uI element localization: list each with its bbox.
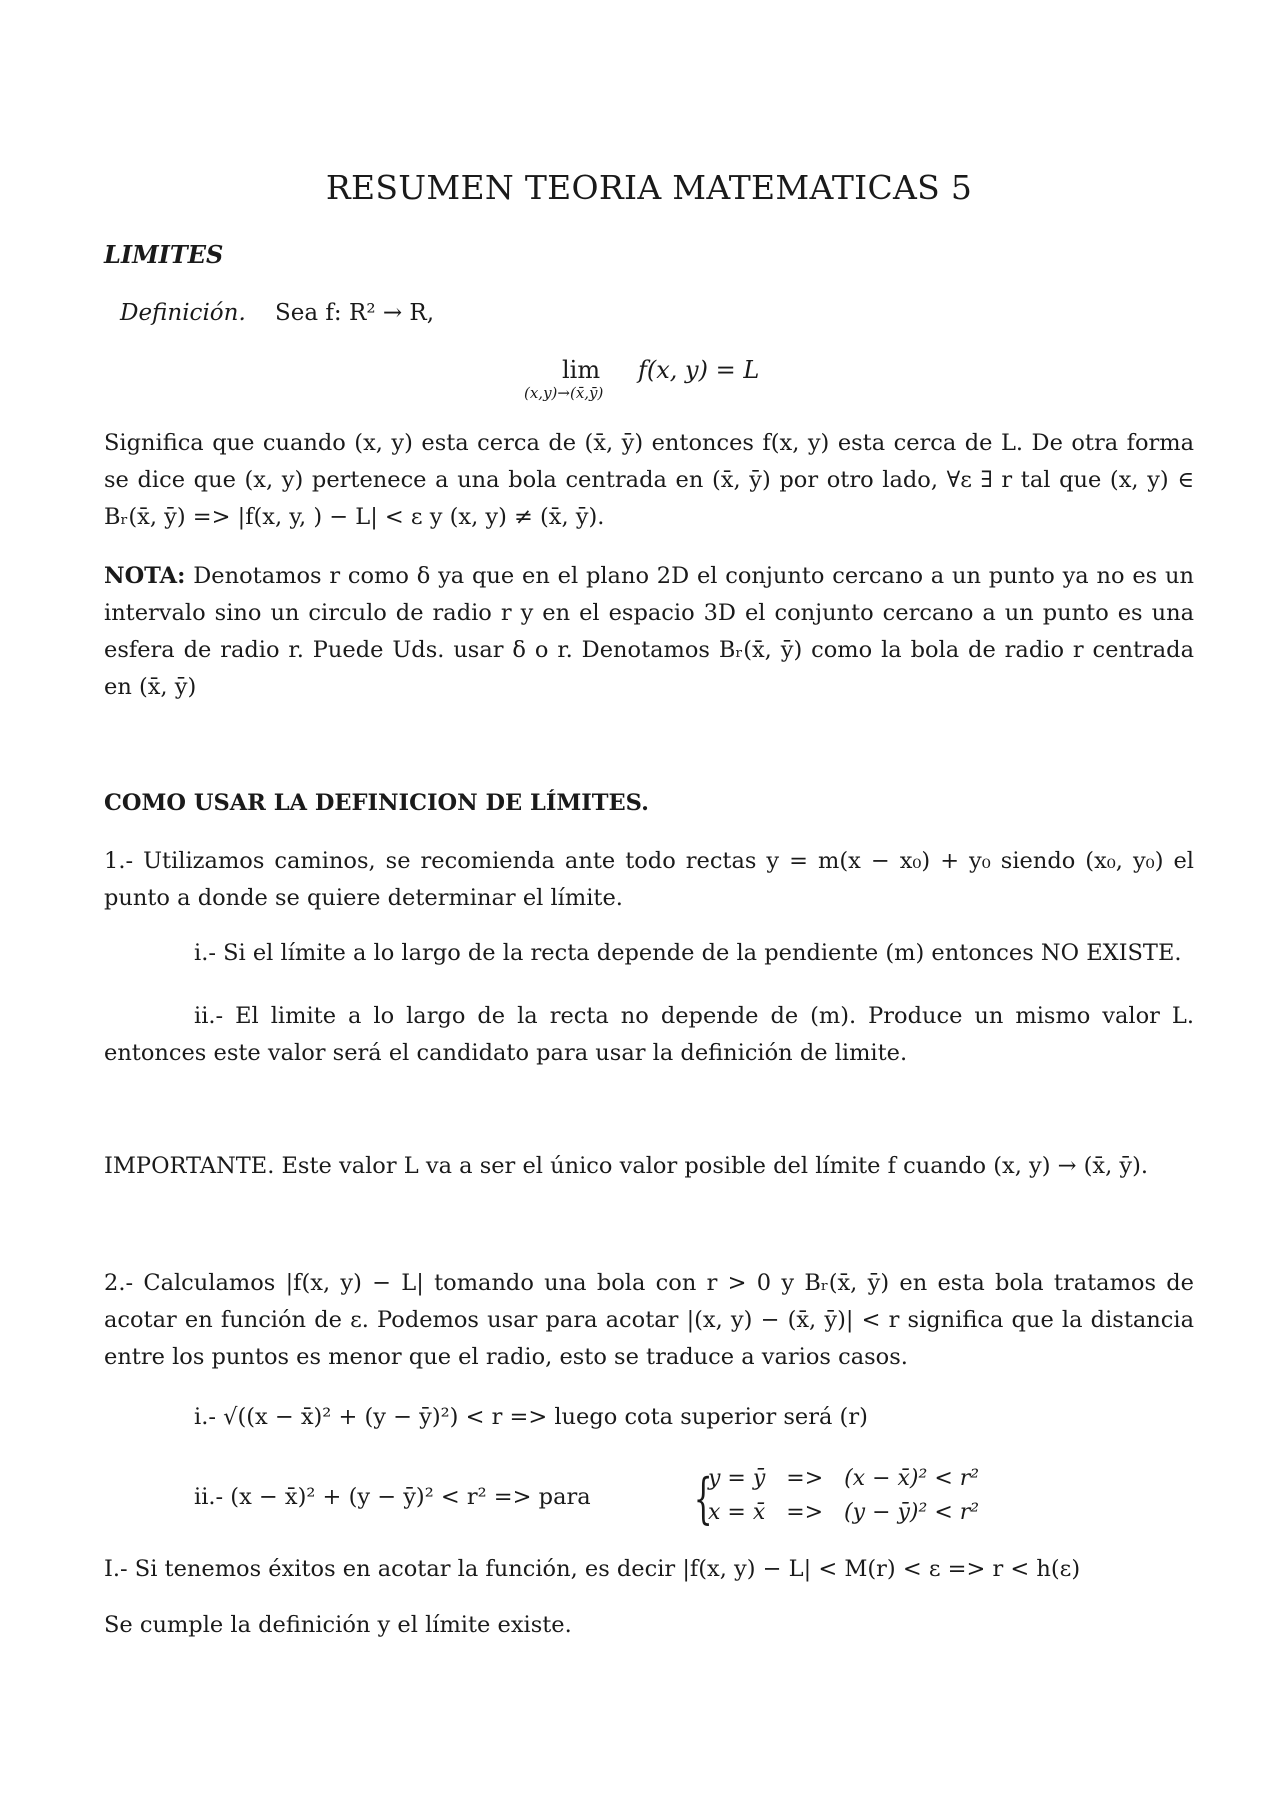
importante-paragraph: IMPORTANTE. Este valor L va a ser el único valor posible del límite f cuando (x, y) → (x̄, ȳ).: [104, 1153, 1149, 1179]
case-ii-row-2: x = x̄ => (y − ȳ)² < r²: [708, 1500, 980, 1525]
conclusion-line: Se cumple la definición y el límite existe.: [104, 1612, 572, 1638]
case-ii-lhs: ii.- (x − x̄)² + (y − ȳ)² < r² => para: [194, 1484, 591, 1510]
definition-label: Definición.: [120, 300, 246, 326]
paragraph-definition-meaning: Significa que cuando (x, y) esta cerca de (x̄, ȳ) entonces f(x, y) esta cerca de L. De otra forma se dice que (x, y) pertenece a una bola centrada en (x̄, ȳ) por otro lado, ∀ε ∃ r tal que (x, y) ∈ Bᵣ(x̄, ȳ) => |f(x, y, ) − L| < ε y (x, y) ≠ (x̄, ȳ).: [104, 430, 1194, 530]
limit-formula: [524, 356, 884, 416]
case-i: i.- √((x − x̄)² + (y − ȳ)²) < r => luego cota superior será (r): [194, 1404, 868, 1430]
nota-text: Denotamos r como δ ya que en el plano 2D el conjunto cercano a un punto ya no es un intervalo sino un circulo de radio r y en el espacio 3D el conjunto cercano a un punto es una esfera de radio r. Puede Uds. usar δ o r. Denotamos Bᵣ(x̄, ȳ) como la bola de radio r centrada en (x̄, ȳ): [104, 563, 1194, 700]
step-1-item-ii: ii.- El limite a lo largo de la recta no depende de (m). Produce un mismo valor L. entonces este valor será el candidato para usar la definición de limite.: [104, 1003, 1194, 1066]
step-1-item-i: i.- Si el límite a lo largo de la recta depende de la pendiente (m) entonces NO EXISTE.: [194, 940, 1182, 966]
nota-label: NOTA:: [104, 563, 186, 589]
case-ii: [194, 1464, 1094, 1534]
step-2-paragraph: 2.- Calculamos |f(x, y) − L| tomando una bola con r > 0 y Bᵣ(x̄, ȳ) en esta bola tratamos de acotar en función de ε. Podemos usar para acotar |(x, y) − (x̄, ȳ)| < r significa que la distancia entre los puntos es menor que el radio, esto se traduce a varios casos.: [104, 1270, 1194, 1370]
left-brace-icon: {: [693, 1467, 713, 1530]
paragraph-nota: [104, 558, 1194, 706]
section-heading-como-usar: COMO USAR LA DEFINICION DE LÍMITES.: [104, 790, 649, 816]
limit-subscript: (x,y)→(x̄,ȳ): [524, 384, 604, 402]
page-title: RESUMEN TEORIA MATEMATICAS 5: [325, 168, 973, 207]
case-ii-row-1: y = ȳ => (x − x̄)² < r²: [708, 1466, 980, 1491]
definition-line: [120, 300, 434, 326]
section-heading-limites: LIMITES: [104, 240, 224, 269]
result-I-line: I.- Si tenemos éxitos en acotar la función, es decir |f(x, y) − L| < M(r) < ε => r < h(ε): [104, 1556, 1081, 1582]
limit-operator: lim: [562, 356, 601, 384]
limit-expression: f(x, y) = L: [638, 356, 760, 384]
definition-text: Sea f: R² → R,: [275, 300, 435, 326]
step-1-paragraph: 1.- Utilizamos caminos, se recomienda ante todo rectas y = m(x − x₀) + y₀ siendo (x₀, y₀) el punto a donde se quiere determinar el límite.: [104, 848, 1194, 911]
